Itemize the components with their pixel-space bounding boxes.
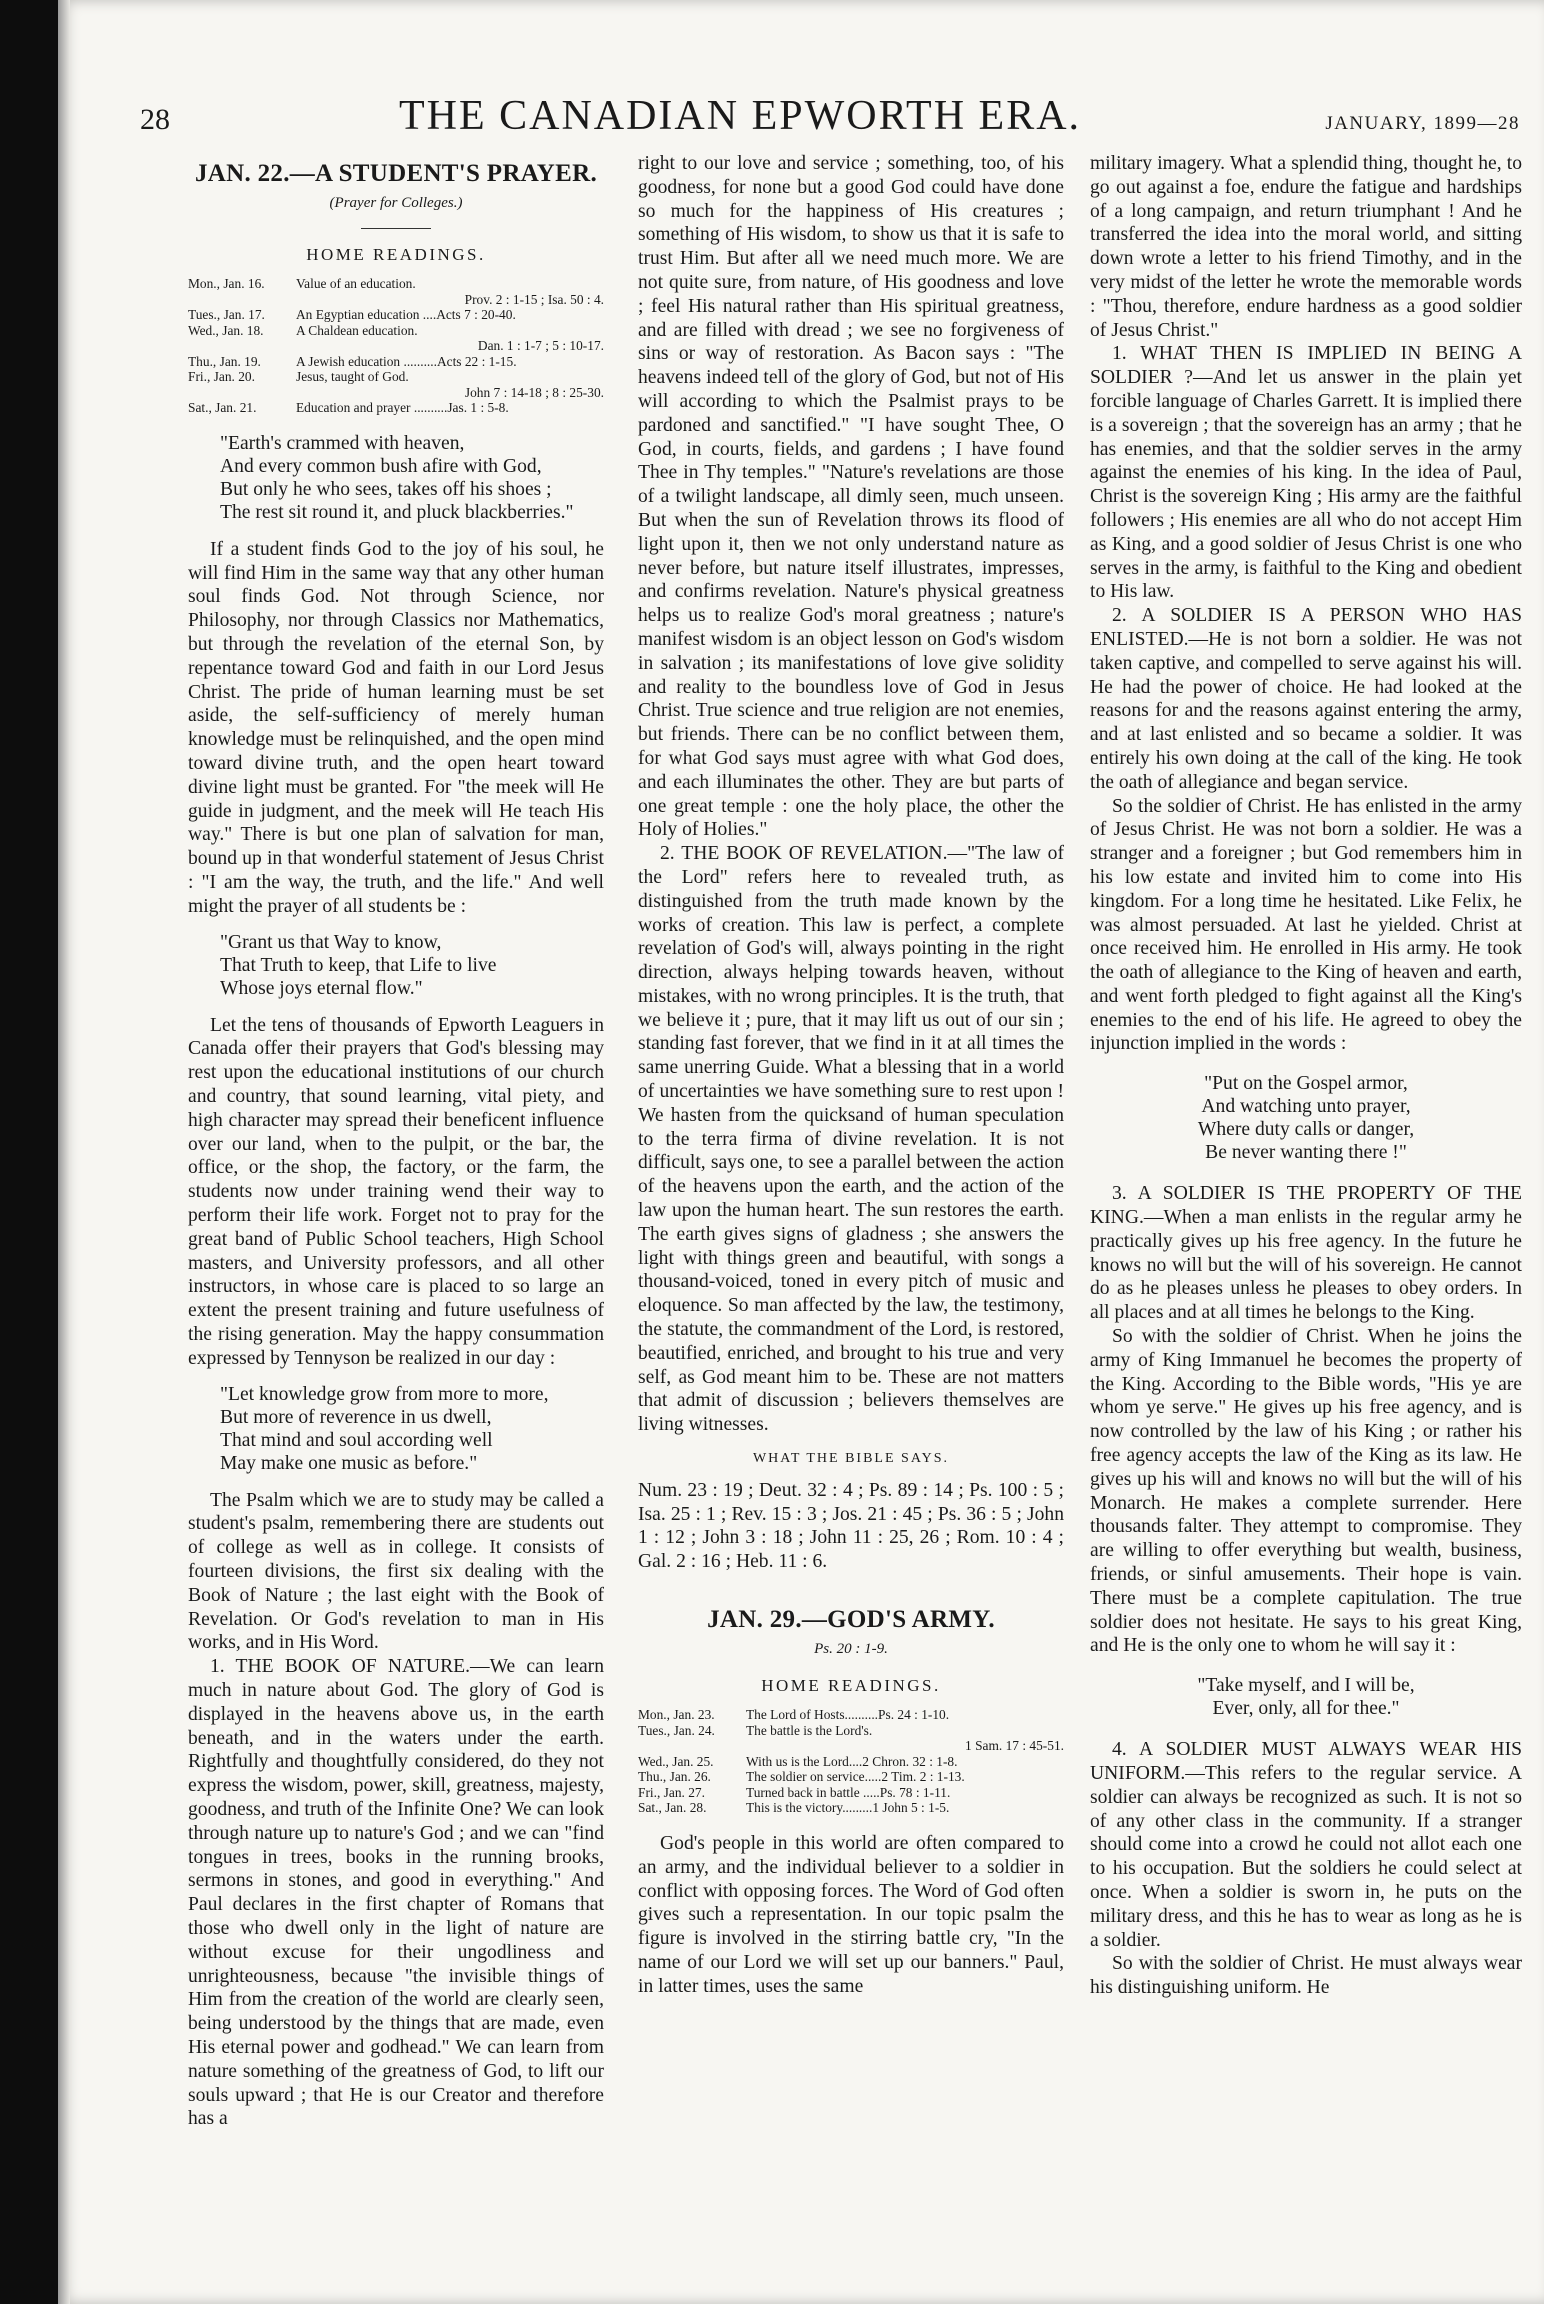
paragraph: So with the soldier of Christ. He must always wear his distinguishing uniform. He — [1090, 1953, 1522, 1999]
reading-row — [188, 354, 604, 370]
poem-line: "Let knowledge grow from more to more, — [220, 1383, 549, 1405]
reading-day: Tues., Jan. 17. — [188, 307, 265, 323]
reading-reference: Dan. 1 : 1-7 ; 5 : 10-17. — [477, 338, 604, 354]
paragraph: So with the soldier of Christ. When he joins the army of King Immanuel he becomes the property of the King. According to the Bible words, "His ye are whom ye serve." He gives up his free agency, and is now controlled by the law of his King ; or rather his free agency accepts the law of the King as its law. He gives up his will and knows no will but the will of his Monarch. He makes a complete surrender. Here thousands falter. They attempt to compromise. They are willing to offer everything but wealth, business, friends, or sinful amusements. Their hope is vain. There must be a complete capitulation. The true soldier does not hesitate. He says to his great King, and He is the only one to whom he will say it : — [1090, 1326, 1522, 1657]
bible-references: Num. 23 : 19 ; Deut. 32 : 4 ; Ps. 89 : 14 ; Ps. 100 : 5 ; Isa. 25 : 1 ; Rev. 15 : 3 ; Jos. 21 : 45 ; Ps. 36 : 5 ; John 1 : 12 ; John 3 : 18 ; John 11 : 25, 26 ; Rom. 10 : 4 ; Gal. 2 : 16 ; Heb. 11 : 6. — [638, 1479, 1064, 1573]
paragraph: right to our love and service ; something, too, of his goodness, for none but a good God could have done so much for the happiness of His creatures ; something of His wisdom, to show us that it is safe to trust Him. But after all we need much more. We are not quite sure, from nature, of His goodness and love ; feel His natural rather than His spiritual greatness, and are filled with dread ; we see no forgiveness of sins or way of restoration. As Bacon says : "The heavens indeed tell of the glory of God, but not of His will according to which the Psalmist prays to be pardoned and sanctified." "I have sought Thee, O God, in courts, fields, and gardens ; I have found Thee in Thy temples." "Nature's revelations are those of a twilight landscape, all dimly seen, much unseen. But when the sun of Revelation throws its flood of light upon it, then we not only understand nature as never before, but nature itself illustrates, impresses, and confirms revelation. Nature's physical greatness helps us to realize God's moral greatness ; nature's manifest wisdom is an object lesson on God's wisdom in salvation ; its manifestations of love give solidity and reality to the boundless love of God in Jesus Christ. True science and true religion are not enemies, but friends. There can be no conflict between them, for what God says must agree with what God does, and each illuminates the other. They are but parts of one great temple : one the holy place, the other the Holy of Holies." — [638, 153, 1064, 841]
poem — [220, 432, 604, 524]
reading-text: A Chaldean education. — [296, 322, 418, 338]
home-readings-heading: HOME READINGS. — [306, 244, 486, 264]
poem-line: But more of reverence in us dwell, — [220, 1406, 492, 1428]
home-readings-table — [188, 276, 604, 416]
reading-day: Thu., Jan. 19. — [188, 353, 261, 369]
reading-reference: John 7 : 14-18 ; 8 : 25-30. — [464, 384, 604, 400]
reading-text: An Egyptian education ....Acts 7 : 20-40. — [296, 307, 516, 323]
reading-row — [188, 292, 604, 308]
reading-row — [188, 323, 604, 339]
divider — [361, 228, 431, 229]
home-readings-table — [638, 1707, 1064, 1816]
paragraph: If a student finds God to the joy of his soul, he will find Him in the same way that any other human soul finds God. Not through Science, nor Philosophy, nor through Classics nor Mathematics, but through the revelation of the eternal Son, by repentance toward God and faith in our Lord Jesus Christ. The pride of human learning must be set aside, the self-sufficiency of merely human knowledge must be relinquished, and the open mind toward divine truth, and the open heart toward divine light must be granted. For "the meek will He guide in judgment, and the meek will He teach His way." There is but one plan of salvation for man, bound up in that wonderful statement of Jesus Christ : "I am the way, the truth, and the life." And well might the prayer of all students be : — [188, 538, 604, 917]
paragraph: 4. A SOLDIER MUST ALWAYS WEAR HIS UNIFORM.—This refers to the regular service. A soldier can always be recognized as such. It is not so of any other class in the community. If a stranger should come into a crowd he could not allot each one to his occupation. But the soldiers he could select at once. When a soldier is sworn in, he puts on the military dress, and this he has to wear as long as he is a soldier. — [1090, 1739, 1522, 1951]
poem — [220, 931, 604, 1000]
poem — [1090, 1674, 1522, 1720]
poem-line: And watching unto prayer, — [1201, 1096, 1411, 1118]
reading-row — [638, 1754, 1064, 1770]
column-2 — [638, 152, 1064, 2272]
section-subtitle: (Prayer for Colleges.) — [329, 194, 463, 211]
reading-reference: Prov. 2 : 1-15 ; Isa. 50 : 4. — [464, 291, 604, 307]
home-readings-heading: HOME READINGS. — [761, 1675, 941, 1695]
reading-row — [188, 307, 604, 323]
poem-line: And every common bush afire with God, — [220, 455, 542, 477]
reading-day — [188, 385, 296, 401]
reading-text: The battle is the Lord's. — [746, 1722, 873, 1738]
reading-text: Turned back in battle .....Ps. 78 : 1-11. — [746, 1784, 951, 1800]
masthead: THE CANADIAN EPWORTH ERA. — [398, 93, 1082, 139]
poem — [220, 1383, 604, 1475]
reading-row — [638, 1707, 1064, 1723]
poem — [1090, 1072, 1522, 1164]
page-spine — [58, 0, 70, 2304]
reading-day: Tues., Jan. 24. — [638, 1722, 715, 1738]
reading-row — [188, 400, 604, 416]
reading-row — [638, 1769, 1064, 1785]
paragraph: 1. THE BOOK OF NATURE.—We can learn much in nature about God. The glory of God is displayed in the heavens above us, in the earth beneath, and in the waters under the earth. Rightfully and thoughtfully considered, do they not express the wisdom, power, skill, greatness, majesty, goodness, and truth of the Infinite One? We can look through nature up to nature's God ; and we can "find tongues in trees, books in the running brooks, sermons in stones, and good in everything." And Paul declares in the first chapter of Romans that those who dwell only in the light of nature are without excuse for their ungodliness and unrighteousness, because "the invisible things of Him from the creation of the world are clearly seen, being understood by the things that are made, even His eternal power and godhead." We can learn from nature something of the greatness of God, to lift our souls upward ; that He is our Creator and therefore has a — [188, 1656, 604, 2130]
reading-text: Jesus, taught of God. — [296, 369, 409, 385]
poem-line: The rest sit round it, and pluck blackberries." — [220, 501, 574, 523]
reading-row — [638, 1738, 1064, 1754]
reading-day: Mon., Jan. 16. — [188, 276, 265, 292]
reading-day: Fri., Jan. 20. — [188, 369, 255, 385]
section-title: JAN. 29.—GOD'S ARMY. — [707, 1606, 995, 1634]
reading-row — [188, 369, 604, 385]
paragraph: Let the tens of thousands of Epworth Leaguers in Canada offer their prayers that God's blessing may rest upon the educational institutions of our church and country, that sound learning, vital piety, and high character may spread their beneficent influence over our land, when to the pulpit, or the bar, the office, or the shop, the factory, or the farm, the students now under training wend their way to perform their life work. Forget not to pray for the great band of Public School teachers, High School masters, and University professors, and all other instructors, in whose care is placed to so large an extent the present training and future usefulness of the rising generation. May the happy consummation expressed by Tennyson be realized in our day : — [188, 1014, 604, 1369]
page-number: 28 — [140, 103, 170, 136]
paragraph: The Psalm which we are to study may be called a student's psalm, remembering there are students out of college as well as in college. It consists of fourteen divisions, the first six dealing with the Book of Nature ; the last eight with the Book of Revelation. Or God's revelation to man in His works, and in His Word. — [188, 1489, 604, 1654]
paragraph: So the soldier of Christ. He has enlisted in the army of Jesus Christ. He was not born a soldier. He was a stranger and a foreigner ; but God remembers him in his low estate and invited him to come into His kingdom. For a long time he hesitated. Like Felix, he was almost persuaded. At last he yielded. Christ at once received him. He enrolled in His army. He took the oath of allegiance to the King of heaven and earth, and went forth pledged to fight against all the King's enemies to the end of his life. He agreed to obey the injunction implied in the words : — [1090, 795, 1522, 1055]
page-header — [140, 92, 1520, 139]
reading-text: A Jewish education ..........Acts 22 : 1-15. — [296, 353, 517, 369]
poem-line: May make one music as before." — [220, 1452, 478, 1474]
reading-day: Wed., Jan. 18. — [188, 322, 264, 338]
reading-text: Education and prayer ..........Jas. 1 : 5-8. — [296, 400, 509, 416]
reading-text: The soldier on service.....2 Tim. 2 : 1-13. — [746, 1769, 965, 1785]
reading-row — [188, 338, 604, 354]
paragraph: 2. THE BOOK OF REVELATION.—"The law of the Lord" refers here to revealed truth, as distinguished from the truth made known by the works of creation. This law is perfect, a complete revelation of God's will, always pointing in the right direction, always helping towards heaven, without mistakes, with no wrong principles. It is the truth, that we believe it ; pure, that it may lift us out of our sin ; standing fast forever, that we find in it at all times the same unerring Guide. What a blessing that in a world of uncertainties we have something sure to rest upon ! We hasten from the quicksand of human speculation to the terra firma of divine revelation. It is not difficult, says one, to see a parallel between the action of the heavens upon the earth, and the action of the law upon the human heart. The sun restores the earth. The earth gives signs of gladness ; she answers the light with things green and beautiful, with songs a thousand-voiced, toned in every pitch of music and eloquence. So man affected by the law, the testimony, the statute, the commandment of the Lord, is restored, beautified, enriched, and brought to his true and very self, as God meant him to be. These are not matters that admit of discussion ; believers themselves are living witnesses. — [638, 843, 1064, 1436]
reading-text: Value of an education. — [296, 276, 416, 292]
reading-reference: 1 Sam. 17 : 45-51. — [965, 1738, 1064, 1754]
reading-text: This is the victory.........1 John 5 : 1-5. — [746, 1800, 950, 1816]
bible-says-heading: WHAT THE BIBLE SAYS. — [752, 1451, 950, 1467]
issue-date: JANUARY, 1899—28 — [1325, 113, 1520, 134]
column-1 — [188, 152, 604, 2272]
poem-line: Be never wanting there !" — [1205, 1142, 1407, 1164]
reading-row — [188, 385, 604, 401]
column-3 — [1090, 152, 1522, 2272]
paragraph: 2. A SOLDIER IS A PERSON WHO HAS ENLISTED.—He is not born a soldier. He was not taken captive, and compelled to serve against his will. He had the power of choice. He had looked at the reasons for and the reasons against entering the army, and at last enlisted and so became a soldier. It was entirely his own doing at the call of the king. He took the oath of allegiance and began service. — [1090, 605, 1522, 793]
reading-day: Sat., Jan. 28. — [638, 1800, 707, 1816]
section-subtitle: Ps. 20 : 1-9. — [814, 1640, 888, 1657]
reading-day: Sat., Jan. 21. — [188, 400, 257, 416]
poem-line: "Earth's crammed with heaven, — [220, 432, 465, 454]
reading-day: Thu., Jan. 26. — [638, 1769, 711, 1785]
poem-line: That mind and soul according well — [220, 1429, 493, 1451]
paragraph: God's people in this world are often compared to an army, and the individual believer to a soldier in conflict with opposing forces. The Word of God often gives such a representation. In our topic psalm the figure is involved in the stirring battle cry, "In the name of our Lord we will set up our banners." Paul, in latter times, uses the same — [638, 1832, 1064, 1997]
poem-line: That Truth to keep, that Life to live — [220, 954, 497, 976]
reading-day: Fri., Jan. 27. — [638, 1784, 705, 1800]
paragraph: 1. WHAT THEN IS IMPLIED IN BEING A SOLDIER ?—And let us answer in the plain yet forcible language of Charles Garrett. It is implied there is a sovereign ; that the sovereign has an army ; that he has enemies, and that the soldier serves in the army against the enemies of his king. In the idea of Paul, Christ is the sovereign King ; His army are the faithful followers ; His enemies are all who do not accept Him as King, and a good soldier of Jesus Christ is one who serves in the army, is faithful to the King and obedient to His law. — [1090, 343, 1522, 603]
reading-day — [188, 338, 296, 354]
reading-day — [638, 1738, 746, 1754]
poem-line: But only he who sees, takes off his shoes ; — [220, 478, 552, 500]
reading-row — [638, 1785, 1064, 1801]
reading-text: The Lord of Hosts..........Ps. 24 : 1-10. — [746, 1707, 950, 1723]
poem-line: "Put on the Gospel armor, — [1204, 1073, 1408, 1095]
reading-day — [188, 292, 296, 308]
reading-text: With us is the Lord....2 Chron. 32 : 1-8. — [746, 1753, 958, 1769]
paragraph: 3. A SOLDIER IS THE PROPERTY OF THE KING.—When a man enlists in the regular army he practically gives up his free agency. In the future he knows no will but the will of his sovereign. He cannot do as he pleases unless he pleases to obey orders. In all places and at all times he belongs to the King. — [1090, 1183, 1522, 1324]
poem-line: Where duty calls or danger, — [1197, 1119, 1415, 1141]
poem-line: "Grant us that Way to know, — [220, 931, 442, 953]
reading-day: Mon., Jan. 23. — [638, 1707, 715, 1723]
poem-line: "Take myself, and I will be, — [1197, 1675, 1415, 1697]
section-title: JAN. 22.—A STUDENT'S PRAYER. — [195, 160, 597, 187]
reading-day: Wed., Jan. 25. — [638, 1753, 714, 1769]
reading-row — [638, 1723, 1064, 1739]
poem-line: Whose joys eternal flow." — [220, 977, 423, 999]
reading-row — [188, 276, 604, 292]
paragraph: military imagery. What a splendid thing, thought he, to go out against a foe, endure the fatigue and hardships of a long campaign, and return triumphant ! And he transferred the idea into the moral world, and sitting down wrote a letter to his friend Timothy, and in the very midst of the letter he wrote the memorable words : "Thou, therefore, endure hardness as a good soldier of Jesus Christ." — [1090, 153, 1522, 341]
poem-line: Ever, only, all for thee." — [1212, 1698, 1400, 1720]
reading-row — [638, 1800, 1064, 1816]
